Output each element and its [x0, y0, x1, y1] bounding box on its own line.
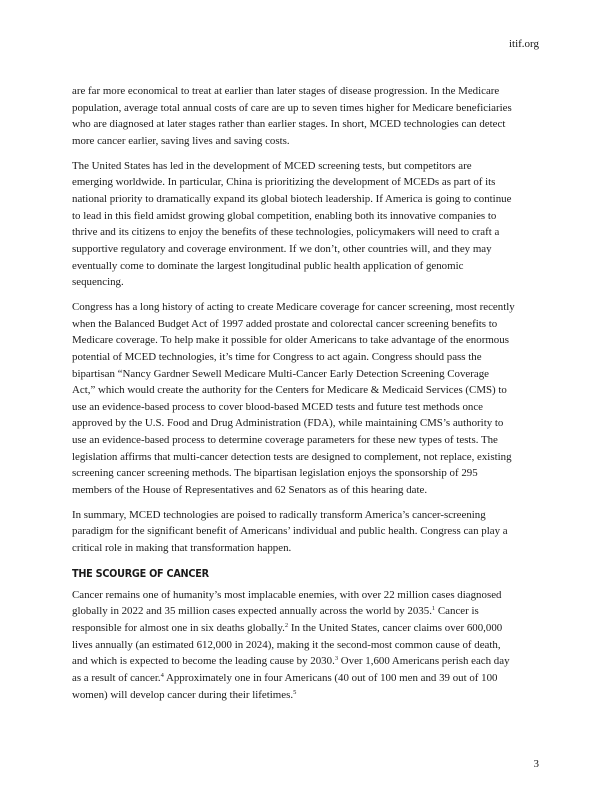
text-line: sequencing. [72, 276, 124, 289]
text-line: thrive and its citizens to enjoy the benefits of these technologies, policymakers will need to craft a [72, 226, 500, 239]
paragraph-summary [72, 507, 552, 557]
text-line: national priority to dramatically expand its global biotech leadership. If America is going to continue [72, 192, 512, 205]
text-line: when the Balanced Budget Act of 1997 added prostate and colorectal cancer screening benefits to [72, 317, 498, 330]
text-line: eventually come to dominate the largest longitudinal public health application of genomic [72, 259, 464, 272]
text-line: screening cancer screening methods. The bipartisan legislation enjoys the sponsorship of 295 [72, 467, 478, 480]
text-line: In summary, MCED technologies are poised to radically transform America’s cancer-screening [72, 508, 486, 521]
site-header: itif.org [508, 38, 539, 50]
text-line [72, 620, 552, 637]
page-number: 3 [533, 758, 539, 770]
document-body [72, 83, 552, 711]
text-line [72, 637, 552, 654]
section-heading: THE SCOURGE OF CANCER [72, 566, 209, 580]
text-segment: Cancer remains one of humanity’s most implacable enemies, with over 22 million cases diagnosed [72, 588, 502, 601]
footnote-ref[interactable]: 4 [160, 672, 164, 679]
text-line: The United States has led in the development of MCED screening tests, but competitors are [72, 159, 472, 172]
paragraph-congress-coverage [72, 299, 552, 499]
text-line: use an evidence-based process to determine coverage parameters for these new types of tests. The [72, 434, 498, 447]
text-segment: as a result of cancer. [72, 672, 161, 684]
text-line: population, average total annual costs of care are up to seven times higher for Medicare beneficiaries [72, 101, 512, 114]
text-line: who are diagnosed at later stages rather than earlier stages. In short, MCED technologies can detect [72, 118, 506, 131]
text-line [72, 670, 552, 687]
paragraph-scourge-of-cancer [72, 587, 552, 704]
footnote-ref[interactable]: 5 [293, 688, 297, 696]
footnote-ref[interactable]: 2 [284, 622, 289, 630]
text-line: potential of MCED technologies, it’s time for Congress to act again. Congress should pass the [72, 350, 482, 363]
text-line: emerging worldwide. In particular, China is prioritizing the development of MCEDs as part of its [72, 176, 496, 189]
text-line [72, 587, 552, 604]
footnote-ref[interactable]: 1 [431, 605, 436, 613]
text-segment: lives annually (an estimated 612,000 in 2024), making it the second-most common cause of death, [72, 638, 501, 651]
text-line: bipartisan “Nancy Gardner Sewell Medicare Multi-Cancer Early Detection Screening Coverage [72, 367, 490, 380]
text-line: Medicare coverage. To help make it possible for older Americans to take advantage of the enormous [72, 334, 509, 347]
text-segment: Cancer is [435, 605, 479, 618]
text-line: to lead in this field amidst growing global competition, enabling both its innovative companies to [72, 209, 497, 222]
paragraph-cost-savings [72, 83, 552, 150]
text-line: use an evidence-based process to cover blood-based MCED tests and future test methods once [72, 400, 483, 413]
text-line: Congress has a long history of acting to create Medicare coverage for cancer screening, most recently [72, 300, 515, 313]
text-line: Act,” which would create the authority for the Centers for Medicare & Medicaid Services (CMS) to [72, 384, 507, 397]
text-line [72, 603, 552, 620]
text-line: supportive regulatory and coverage environment. If we don’t, other countries will, and they may [72, 242, 492, 255]
footnote-ref[interactable]: 3 [334, 655, 339, 663]
text-line: more cancer earlier, saving lives and saving costs. [72, 134, 290, 147]
text-segment: Over 1,600 Americans perish each day [338, 655, 510, 668]
text-segment: globally in 2022 and 35 million cases expected annually across the world by 2035. [72, 605, 432, 618]
text-line: members of the House of Representatives and 62 Senators as of this hearing date. [72, 484, 428, 497]
text-segment: responsible for almost one in six deaths globally. [72, 622, 285, 635]
text-line: critical role in making that transformation happen. [72, 542, 292, 555]
text-line: are far more economical to treat at earlier than later stages of disease progression. In the Medicare [72, 85, 500, 97]
text-segment: women) will develop cancer during their lifetimes. [72, 688, 294, 701]
text-line: paradigm for the significant benefit of Americans’ individual and public health. Congress can play a [72, 525, 508, 538]
text-segment: In the United States, cancer claims over 600,000 [288, 622, 503, 635]
paragraph-global-competition [72, 158, 552, 291]
text-segment: and which is expected to become the leading cause by 2030. [72, 655, 335, 668]
text-line [72, 687, 552, 704]
text-line [72, 653, 552, 670]
text-line: approved by the U.S. Food and Drug Administration (FDA), while maintaining CMS’s authority to [72, 417, 504, 430]
text-line: legislation affirms that multi-cancer detection tests are designed to complement, not replace, existing [72, 450, 512, 463]
text-segment: Approximately one in four Americans (40 out of 100 men and 39 out of 100 [163, 672, 498, 684]
